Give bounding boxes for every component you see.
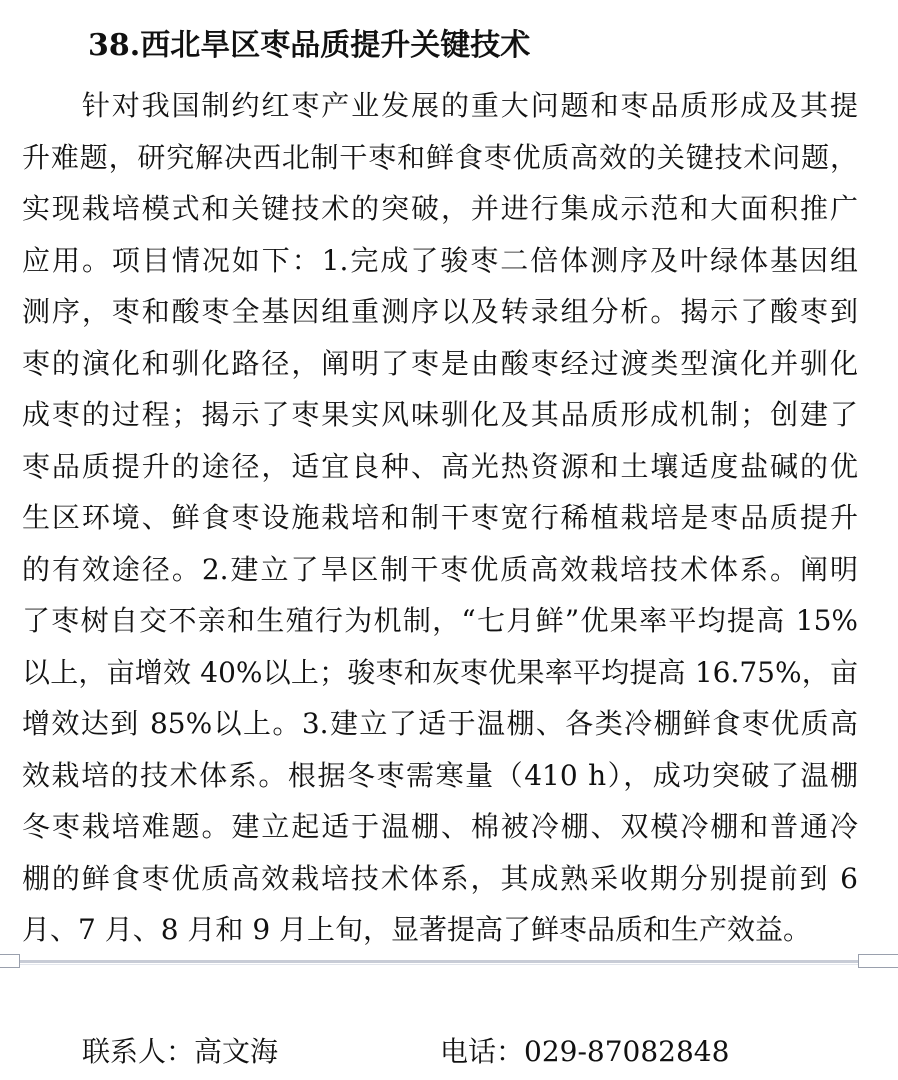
page-margin-marker-left (0, 954, 20, 968)
body-line: 成枣的过程；揭示了枣果实风味驯化及其品质形成机制；创建了 (22, 398, 858, 431)
body-line: 测序，枣和酸枣全基因组重测序以及转录组分析。揭示了酸枣到 (22, 295, 858, 328)
body-line: 应用。项目情况如下：1.完成了骏枣二倍体测序及叶绿体基因组 (22, 243, 858, 277)
document-title: 38.西北旱区枣品质提升关键技术 (88, 28, 531, 63)
body-line: 针对我国制约红枣产业发展的重大问题和枣品质形成及其提 (22, 89, 858, 122)
body-line: 冬枣栽培难题。建立起适于温棚、棉被冷棚、双模冷棚和普通冷 (22, 810, 858, 843)
body-line: 增效达到 85%以上。3.建立了适于温棚、各类冷棚鲜食枣优质高 (22, 707, 858, 740)
body-line: 生区环境、鲜食枣设施栽培和制干枣宽行稀植栽培是枣品质提升 (22, 501, 858, 534)
page-break-divider (0, 954, 898, 970)
body-line: 棚的鲜食枣优质高效栽培技术体系，其成熟采收期分别提前到 6 (22, 861, 858, 895)
body-line: 的有效途径。2.建立了旱区制干枣优质高效栽培技术体系。阐明 (22, 552, 858, 586)
body-line: 升难题，研究解决西北制干枣和鲜食枣优质高效的关键技术问题， (22, 140, 858, 174)
document-body (22, 80, 858, 956)
body-line: 以上，亩增效 40%以上；骏枣和灰枣优果率平均提高 16.75%，亩 (22, 655, 858, 689)
body-line: 实现栽培模式和关键技术的突破，并进行集成示范和大面积推广 (22, 192, 858, 225)
page-break-rule (0, 960, 898, 963)
contact-person: 联系人：高文海 (82, 1035, 279, 1068)
body-line: 了枣树自交不亲和生殖行为机制，“七月鲜”优果率平均提高 15% (22, 604, 858, 637)
page-break-rule-shadow (0, 964, 898, 965)
page-margin-marker-right (858, 954, 898, 968)
body-line: 枣品质提升的途径，适宜良种、高光热资源和土壤适度盐碱的优 (22, 449, 858, 483)
body-line: 效栽培的技术体系。根据冬枣需寒量（410 h），成功突破了温棚 (22, 758, 858, 792)
body-line: 月、7 月、8 月和 9 月上旬，显著提高了鲜枣品质和生产效益。 (22, 913, 812, 946)
body-line: 枣的演化和驯化路径，阐明了枣是由酸枣经过渡类型演化并驯化 (22, 346, 858, 380)
contact-phone: 电话：029-87082848 (440, 1035, 730, 1068)
